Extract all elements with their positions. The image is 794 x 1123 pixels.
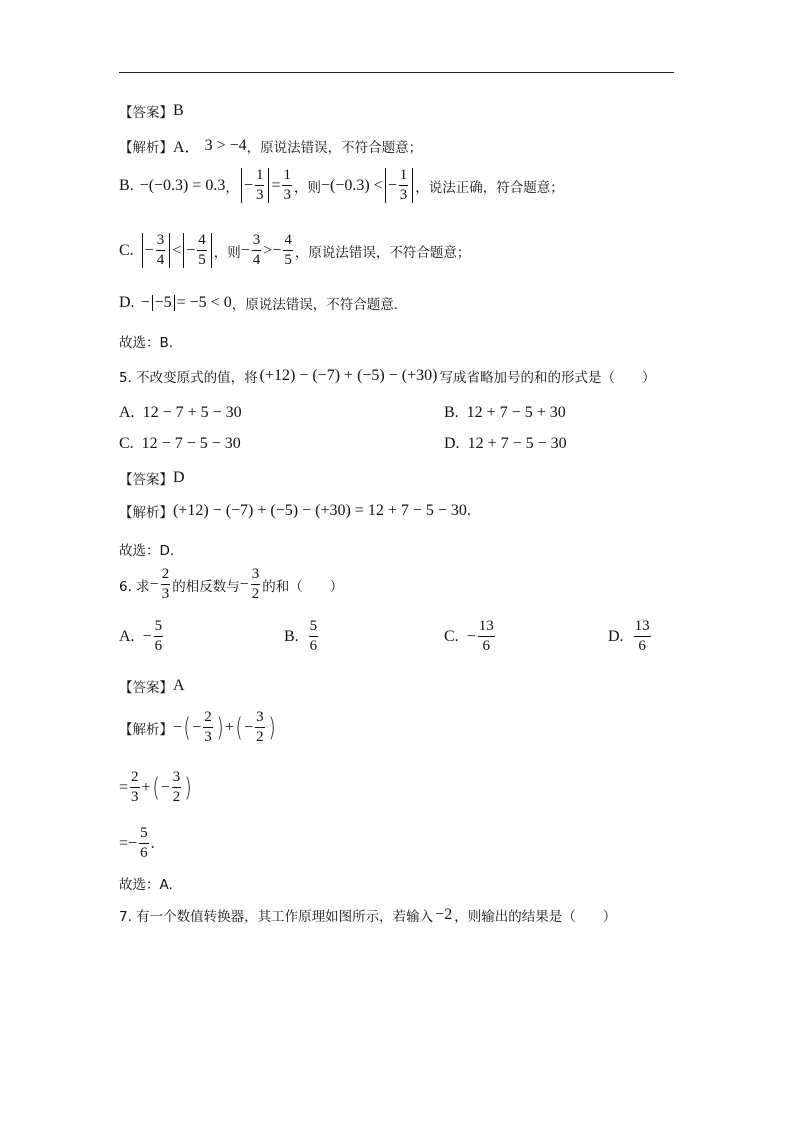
minus-sign: − (239, 575, 249, 593)
absolute-value (183, 233, 212, 268)
numerator: 1 (399, 168, 409, 186)
minus-sign: − (192, 718, 202, 736)
greater-than-sign: > (263, 241, 273, 259)
numerator: 4 (283, 233, 293, 251)
option-label: D. (119, 294, 135, 311)
fraction (255, 168, 265, 203)
minus-sign: − (243, 176, 253, 194)
absolute-value (241, 168, 270, 203)
option-label: A. (119, 404, 135, 421)
fraction (634, 619, 651, 654)
fraction (251, 567, 261, 602)
option-label: B. (284, 627, 299, 645)
numerator: 2 (161, 567, 171, 585)
numerator: 3 (156, 233, 166, 251)
answer-tag: 【答案】 (119, 680, 173, 696)
q6-choose (119, 873, 173, 893)
option-value: 12 + 7 − 5 + 30 (466, 404, 566, 421)
answer-tag: 【答案】 (119, 472, 173, 488)
q5-option-d[interactable] (444, 435, 567, 453)
numerator: 3 (252, 233, 262, 251)
q6-analysis-step1 (119, 710, 277, 745)
analysis-tag: 【解析】 (119, 721, 173, 738)
minus-sign: − (140, 294, 150, 311)
explanation-text: ，原说法错误，不符合题意； (246, 139, 423, 156)
q6-stem (119, 567, 343, 602)
absolute-value (142, 233, 171, 268)
numerator: 3 (255, 710, 265, 728)
minus-sign: − (128, 834, 138, 852)
fraction (399, 168, 409, 203)
q4-analysis-d (119, 293, 398, 313)
minus-sign: − (244, 718, 254, 736)
denominator: 6 (154, 638, 163, 654)
numerator: 5 (154, 619, 164, 637)
q5-option-a[interactable] (119, 404, 242, 422)
option-sign: − (142, 627, 152, 645)
option-label: A. (119, 627, 135, 645)
q4-answer-line (119, 101, 184, 121)
right-paren: ) (184, 772, 192, 803)
q6-option-c[interactable] (444, 619, 497, 654)
denominator: 3 (283, 187, 291, 203)
option-label: D. (608, 627, 624, 645)
answer-tag: 【答案】 (119, 105, 173, 121)
denominator: 6 (309, 638, 318, 654)
question-text: 的和（ ） (262, 578, 344, 595)
math-expression: (+12) − (−7) + (−5) − (+30) = 12 + 7 − 5 − 30 (173, 502, 467, 519)
option-label: B. (119, 176, 134, 194)
q6-answer-line (119, 676, 185, 696)
q7-stem (119, 905, 616, 925)
numerator: 3 (172, 770, 182, 788)
denominator: 5 (284, 252, 292, 268)
option-label: D. (444, 435, 460, 452)
option-value: 12 + 7 − 5 − 30 (467, 435, 567, 452)
fraction (156, 233, 166, 268)
question-text: 6. 求 (119, 578, 150, 595)
math-expression: −(−0.3) = 0.3 (139, 176, 226, 194)
header-rule (119, 72, 674, 73)
fraction (478, 619, 495, 654)
left-paren: ( (235, 712, 243, 743)
q6-analysis-step2 (119, 770, 193, 805)
fraction (161, 567, 171, 602)
denominator: 5 (198, 252, 206, 268)
math-expression: −(−0.3) < (320, 176, 383, 194)
q4-choose (119, 331, 173, 351)
option-label: C. (119, 435, 134, 452)
plus-sign: + (141, 778, 151, 796)
analysis-tag: 【解析】 (119, 505, 173, 521)
plus-sign: + (224, 718, 234, 736)
minus-sign: − (149, 575, 159, 593)
minus-sign: − (387, 176, 397, 194)
equals-sign: = (119, 834, 129, 852)
denominator: 3 (131, 789, 139, 805)
separator: ， (225, 179, 239, 196)
denominator: 6 (482, 638, 490, 654)
fraction (172, 770, 182, 805)
question-text: 写成省略加号的和的形式是（ ） (439, 370, 656, 386)
fraction (139, 826, 149, 861)
fraction (252, 233, 262, 268)
numerator: 5 (309, 619, 319, 637)
minus-sign: − (144, 241, 154, 259)
fraction (309, 619, 319, 654)
option-label: C. (119, 241, 134, 259)
denominator: 3 (399, 187, 408, 203)
math-expression: 3 > −4 (204, 136, 247, 154)
question-text: 的相反数与 (172, 578, 240, 595)
q4-analysis-b (119, 168, 564, 203)
explanation-text: ，原说法错误，不符合题意； (294, 244, 471, 261)
denominator: 4 (156, 252, 165, 268)
numerator: 1 (282, 168, 292, 186)
minus-sign: − (160, 778, 170, 796)
denominator: 3 (161, 586, 170, 602)
denominator: 6 (140, 845, 148, 861)
q5-option-c[interactable] (119, 435, 241, 453)
right-paren: ) (268, 712, 276, 743)
explanation-text: ，原说法错误，不符合题意. (231, 297, 398, 313)
then-text: ，则 (213, 244, 241, 261)
q5-answer-line (119, 468, 185, 488)
equals-sign: = (119, 778, 129, 796)
minus-sign: − (186, 241, 196, 259)
answer-value: B (173, 102, 184, 119)
minus-sign: − (272, 241, 282, 259)
q5-stem (119, 366, 655, 386)
numerator: 13 (634, 619, 651, 637)
numerator: 13 (478, 619, 495, 637)
choose-text: 故选：A. (119, 877, 173, 893)
q6-option-a[interactable] (119, 619, 165, 654)
fraction (130, 770, 140, 805)
option-label: B. (444, 404, 459, 421)
q4-analysis-a (119, 134, 422, 157)
fraction (154, 619, 164, 654)
q5-choose (119, 539, 174, 559)
q4-analysis-c (119, 233, 470, 268)
numerator: 2 (203, 710, 213, 728)
denominator: 3 (255, 187, 264, 203)
explanation-text: ，说法正确，符合题意； (415, 179, 564, 196)
q6-analysis-step3 (119, 826, 155, 861)
fraction (203, 710, 213, 745)
option-sign: − (466, 627, 476, 645)
period: . (150, 834, 155, 852)
option-label: A． (173, 139, 201, 156)
fraction (255, 710, 265, 745)
denominator: 2 (256, 729, 264, 745)
left-paren: ( (183, 712, 191, 743)
absolute-value (385, 168, 414, 203)
q6-option-d[interactable] (608, 619, 653, 654)
math-expression: (+12) − (−7) + (−5) − (+30) (259, 367, 438, 384)
denominator: 6 (638, 638, 646, 654)
fraction (197, 233, 207, 268)
numerator: 3 (251, 567, 261, 585)
math-expression: = −5 < 0 (176, 294, 232, 311)
q6-option-b[interactable] (284, 619, 320, 654)
numerator: 2 (130, 770, 140, 788)
denominator: 2 (251, 586, 260, 602)
question-text: ，则输出的结果是（ ） (454, 909, 617, 925)
numerator: 1 (255, 168, 265, 186)
choose-text: 故选：D. (119, 543, 175, 559)
equals-sign: = (271, 176, 281, 194)
question-text: 7. 有一个数值转换器，其工作原理如图所示，若输入 (119, 909, 434, 925)
analysis-tag: 【解析】 (119, 139, 173, 156)
choose-text: 故选：B. (119, 335, 174, 351)
option-value: 12 − 7 + 5 − 30 (142, 404, 242, 421)
denominator: 2 (172, 789, 181, 805)
option-value: 12 − 7 − 5 − 30 (141, 435, 241, 452)
minus-sign: − (173, 718, 183, 736)
left-paren: ( (152, 772, 160, 803)
numerator: 4 (197, 233, 207, 251)
right-paren: ) (216, 712, 224, 743)
fraction (283, 233, 293, 268)
period: . (466, 502, 471, 519)
q5-analysis (119, 501, 471, 521)
minus-sign: − (240, 241, 250, 259)
denominator: 3 (204, 729, 212, 745)
numerator: 5 (139, 826, 149, 844)
option-label: C. (444, 627, 459, 645)
math-expression: −2 (435, 906, 453, 923)
question-text: 5. 不改变原式的值，将 (119, 370, 258, 386)
less-than-sign: < (172, 241, 182, 259)
then-text: ，则 (293, 179, 321, 196)
denominator: 4 (252, 252, 261, 268)
absolute-value: −5 (152, 295, 175, 311)
answer-value: D (173, 469, 185, 486)
q5-option-b[interactable] (444, 404, 566, 422)
fraction (282, 168, 292, 203)
answer-value: A (173, 677, 185, 694)
